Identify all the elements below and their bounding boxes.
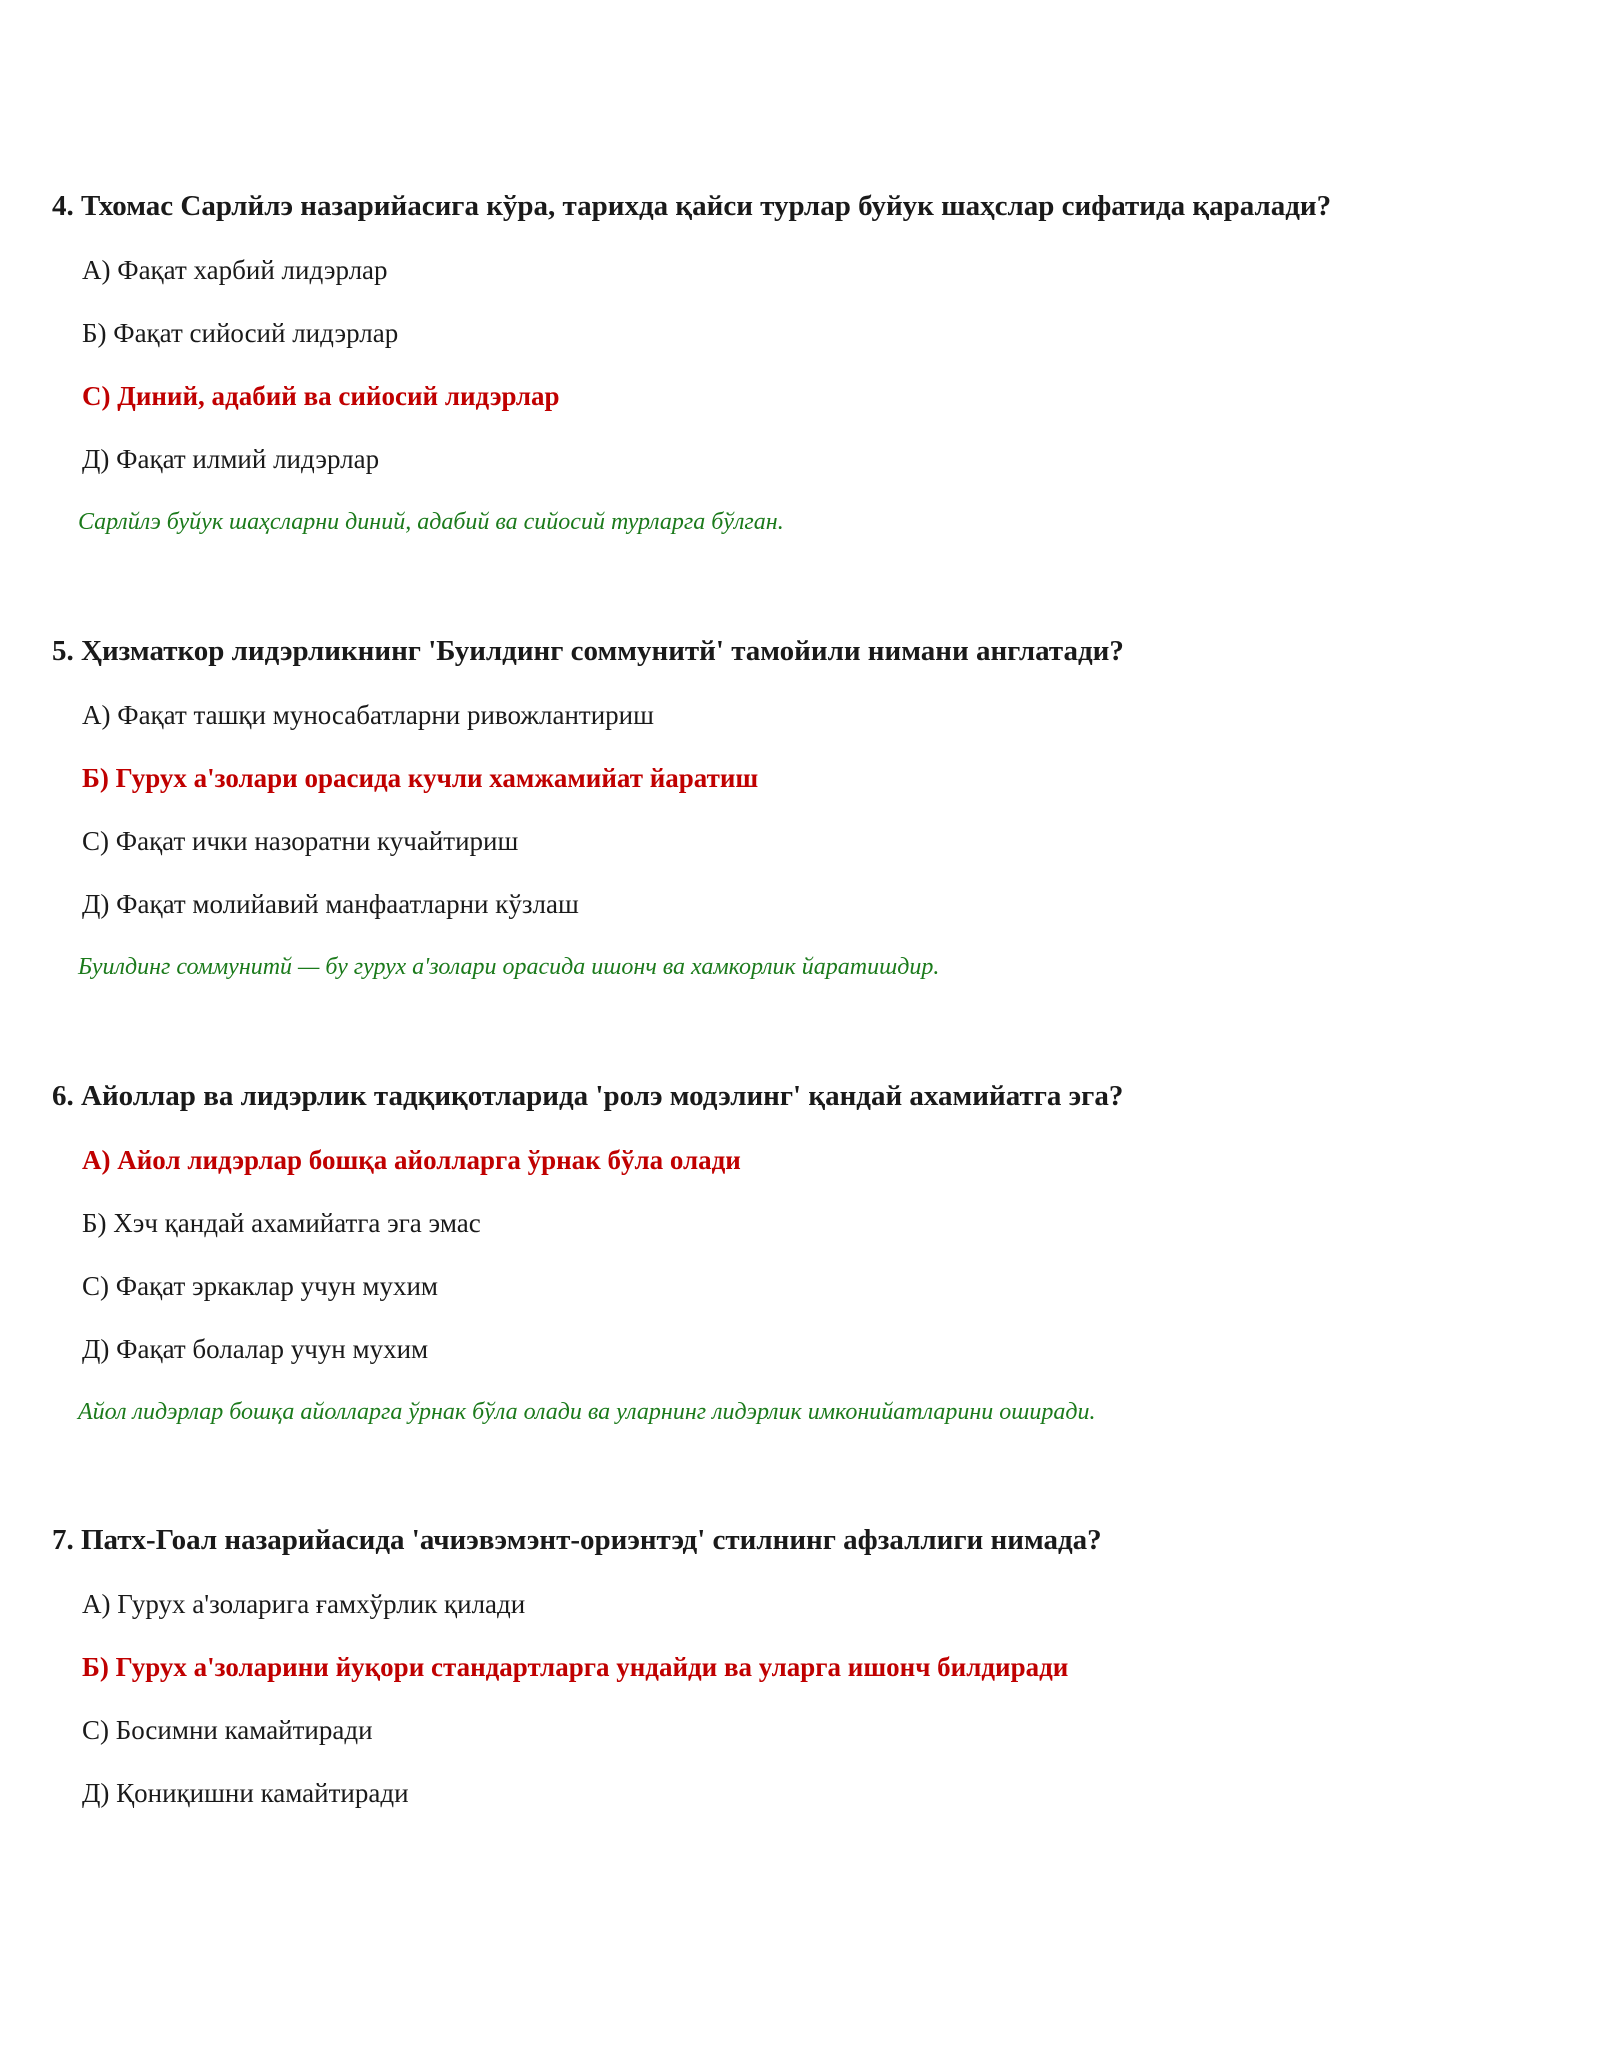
answer-option-a: A) Фақат харбий лидэрлар [82,255,388,285]
answer-option-d: Д) Қониқишни камайтиради [82,1778,409,1808]
question-title: 4. Тхомас Сарлйлэ назарийасига кўра, тарихда қайси турлар буйук шаҳслар сифатида қаралади? [52,190,1332,222]
question-block [52,188,1552,535]
answer-option-c: C) Босимни камайтиради [82,1715,373,1745]
answer-explanation: Айол лидэрлар бошқа айолларга ўрнак бўла олади ва уларнинг лидэрлик имконийатларини оширади. [78,1399,1096,1425]
answer-option-a-correct: A) Айол лидэрлар бошқа айолларга ўрнак бўла олади [82,1145,741,1175]
answer-option-a: A) Гурух а'золарига ғамхўрлик қилади [82,1589,526,1619]
answer-option-d: Д) Фақат молийавий манфаатларни кўзлаш [82,889,579,919]
answer-option-b: Б) Хэч қандай ахамийатга эга эмас [82,1208,481,1238]
question-block [52,633,1552,980]
question-title: 7. Патх-Гоал назарийасида 'ачиэвэмэнт-ориэнтэд' стилнинг афзаллиги нимада? [52,1524,1102,1556]
question-block [52,1522,1552,1808]
answer-option-c: C) Фақат эркаклар учун мухим [82,1271,439,1301]
answer-option-c: C) Фақат ички назоратни кучайтириш [82,826,519,856]
question-block [52,1078,1552,1425]
answer-explanation: Буилдинг соммунитй — бу гурух а'золари орасида ишонч ва хамкорлик йаратишдир. [78,954,940,980]
question-title: 5. Ҳизматкор лидэрликнинг 'Буилдинг соммунитй' тамойили нимани англатади? [52,635,1124,667]
answer-option-d: Д) Фақат болалар учун мухим [82,1334,429,1364]
question-title: 6. Айоллар ва лидэрлик тадқиқотларида 'ролэ модэлинг' қандай ахамийатга эга? [52,1080,1124,1112]
answer-option-b: Б) Фақат сийосий лидэрлар [82,318,399,348]
answer-option-a: A) Фақат ташқи муносабатларни ривожлантириш [82,700,654,730]
answer-option-b-correct: Б) Гурух а'золарини йуқори стандартларга ундайди ва уларга ишонч билдиради [82,1652,1069,1682]
answer-option-b-correct: Б) Гурух а'золари орасида кучли хамжамийат йаратиш [82,763,759,793]
answer-explanation: Сарлйлэ буйук шаҳсларни диний, адабий ва сийосий турларга бўлган. [78,509,784,535]
answer-option-d: Д) Фақат илмий лидэрлар [82,444,380,474]
answer-option-c-correct: C) Диний, адабий ва сийосий лидэрлар [82,381,560,411]
